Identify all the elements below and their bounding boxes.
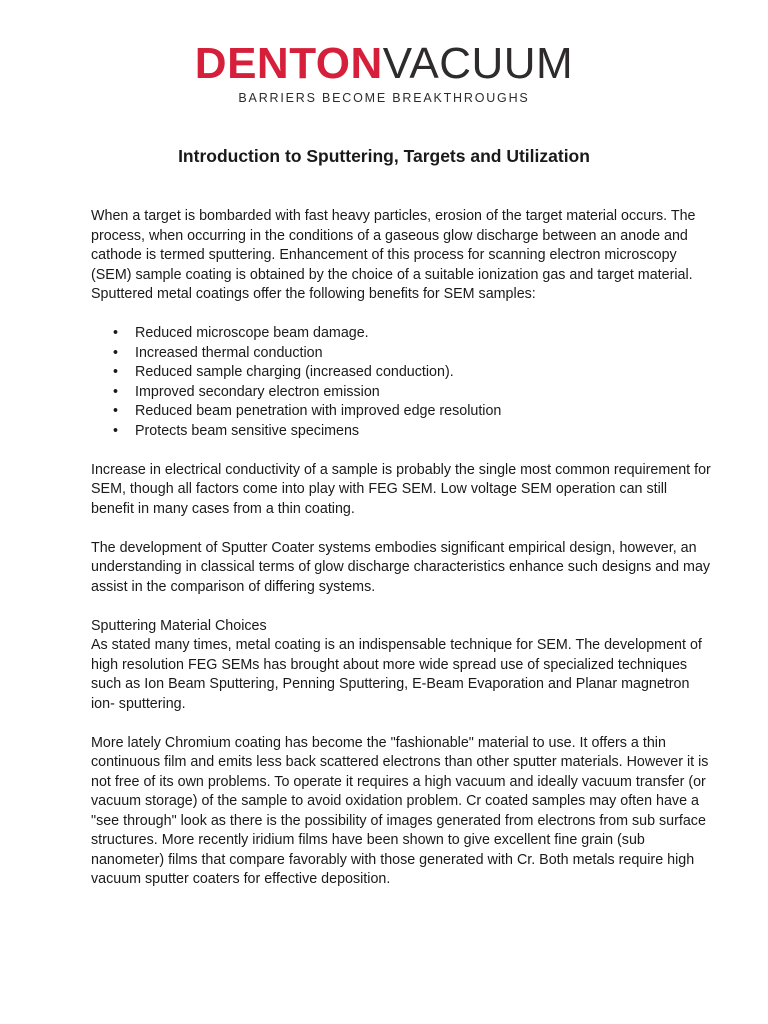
chromium-paragraph: More lately Chromium coating has become the "fashionable" material to use. It offers a thin continuous film and emits less back scattered electrons than other sputter materials. However it is not free of its own problems. To operate it requires a high vacuum and ideally vacuum transfer (or vacuum storage) of the sample to avoid oxidation problem. Cr coated samples may often have a "see through" look as there is the possibility of images generated from electrons from sub surface structures. More recently iridium films have been shown to give excellent fine grain (sub nanometer) films that compare favorably with those generated with Cr. Both metals require high vacuum sputter coaters for effective deposition. <box>91 734 709 887</box>
list-item-text: Increased thermal conduction <box>135 344 323 361</box>
list-item-text: Reduced microscope beam damage. <box>135 325 369 341</box>
materials-paragraph: As stated many times, metal coating is an indispensable technique for SEM. The development of high resolution FEG SEMs has brought about more wide spread use of specialized techniques such as Ion Beam Sputtering, Penning Sputtering, E-Beam Evaporation and Planar magnetron ion- sputtering. <box>91 637 702 712</box>
development-paragraph: The development of Sputter Coater systems embodies significant empirical design, however, an understanding in classical terms of glow discharge characteristics enhance such designs and may assist in the comparison of differing systems. <box>91 539 711 595</box>
list-item-text: Improved secondary electron emission <box>135 383 380 400</box>
benefits-list <box>91 324 711 441</box>
brand-name-part2: VACUUM <box>382 39 574 88</box>
brand-tagline: BARRIERS BECOME BREAKTHROUGHS <box>238 91 530 105</box>
list-item <box>91 402 711 422</box>
bullet-icon: • <box>113 422 119 439</box>
list-item-text: Reduced beam penetration with improved edge resolution <box>135 403 502 419</box>
bullet-icon: • <box>113 344 119 361</box>
bullet-icon: • <box>113 403 119 419</box>
list-item-text: Reduced sample charging (increased conduction). <box>135 364 454 380</box>
section-heading: Sputtering Material Choices <box>91 617 267 634</box>
bullet-icon: • <box>113 325 119 341</box>
document-body <box>91 207 711 909</box>
list-item <box>91 344 711 364</box>
company-logo <box>0 40 768 105</box>
list-item <box>91 383 711 403</box>
list-item-text: Protects beam sensitive specimens <box>135 422 360 439</box>
list-item <box>91 324 711 344</box>
brand-name-part1: DENTON <box>194 39 383 88</box>
intro-paragraph: When a target is bombarded with fast heavy particles, erosion of the target material occurs. The process, when occurring in the conditions of a gaseous glow discharge between an anode and cathode is termed sputtering. Enhancement of this process for scanning electron microscopy (SEM) sample coating is obtained by the choice of a suitable ionization gas and target material. Sputtered metal coatings offer the following benefits for SEM samples: <box>91 208 696 302</box>
document-title: Introduction to Sputtering, Targets and Utilization <box>178 146 590 166</box>
brand-wordmark <box>0 40 768 88</box>
conductivity-paragraph: Increase in electrical conductivity of a sample is probably the single most common requirement for SEM, though all factors come into play with FEG SEM. Low voltage SEM operation can still benefit in many cases from a thin coating. <box>91 461 711 517</box>
list-item <box>91 363 711 383</box>
list-item <box>91 422 711 442</box>
bullet-icon: • <box>113 383 119 400</box>
bullet-icon: • <box>113 364 119 380</box>
